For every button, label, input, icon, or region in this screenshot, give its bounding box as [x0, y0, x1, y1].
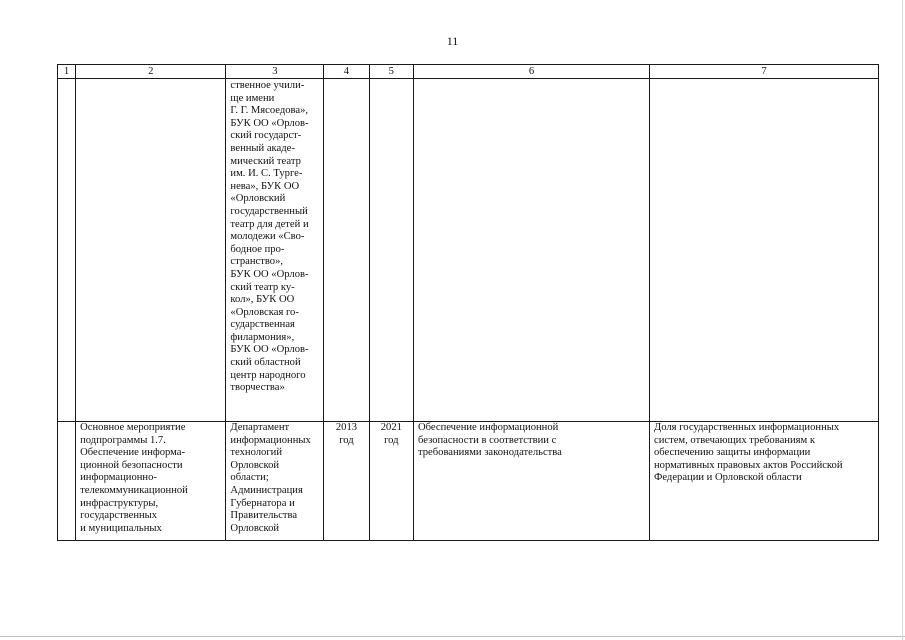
table-row: [58, 79, 879, 422]
scan-right-edge: [902, 0, 903, 640]
page-number: 11: [446, 34, 459, 48]
header-col-5: 5: [369, 65, 413, 79]
table-row: [58, 422, 879, 541]
cell-col-7: [650, 79, 879, 422]
header-col-2: 2: [76, 65, 226, 79]
cell-end-year: 2021 год: [369, 422, 413, 541]
header-col-3: 3: [226, 65, 324, 79]
cell-col-4: [324, 79, 369, 422]
cell-col-1: [58, 79, 76, 422]
cell-col-1: [58, 422, 76, 541]
cell-executor: Департамент информационных технологий Орловской области; Администрация Губернатора и Правительства Орловской: [226, 422, 324, 541]
header-col-4: 4: [324, 65, 369, 79]
scan-bottom-edge: [0, 636, 905, 637]
header-col-6: 6: [414, 65, 650, 79]
program-table: [57, 64, 879, 541]
cell-indicator: Доля государственных информационных систем, отвечающих требованиям к обеспечению защиты информации нормативных правовых актов Российской Федерации и Орловской области: [650, 422, 879, 541]
cell-col-5: [369, 79, 413, 422]
header-row: [58, 65, 879, 79]
cell-expected-result: Обеспечение информационной безопасности в соответствии с требованиями законодательства: [414, 422, 650, 541]
header-col-1: 1: [58, 65, 76, 79]
header-col-7: 7: [650, 65, 879, 79]
cell-col-6: [414, 79, 650, 422]
cell-col-2: [76, 79, 226, 422]
cell-start-year: 2013 год: [324, 422, 369, 541]
cell-event-name: Основное мероприятие подпрограммы 1.7. Обеспечение информа- ционной безопасности информационно- телекоммуникационной инфраструктуры, государственных и муниципальных: [76, 422, 226, 541]
cell-executors: ственное учили- ще имени Г. Г. Мясоедова», БУК ОО «Орлов- ский государст- венный акаде- мический театр им. И. С. Турге- нева», БУК ОО «Орловский государственный театр для детей и молодежи «Сво- бодное про- странство», БУК ОО «Орлов- ский театр ку- кол», БУК ОО «Орловская го- сударственная филармония», БУК ОО «Орлов- ский областной центр народного творчества»: [226, 79, 324, 422]
